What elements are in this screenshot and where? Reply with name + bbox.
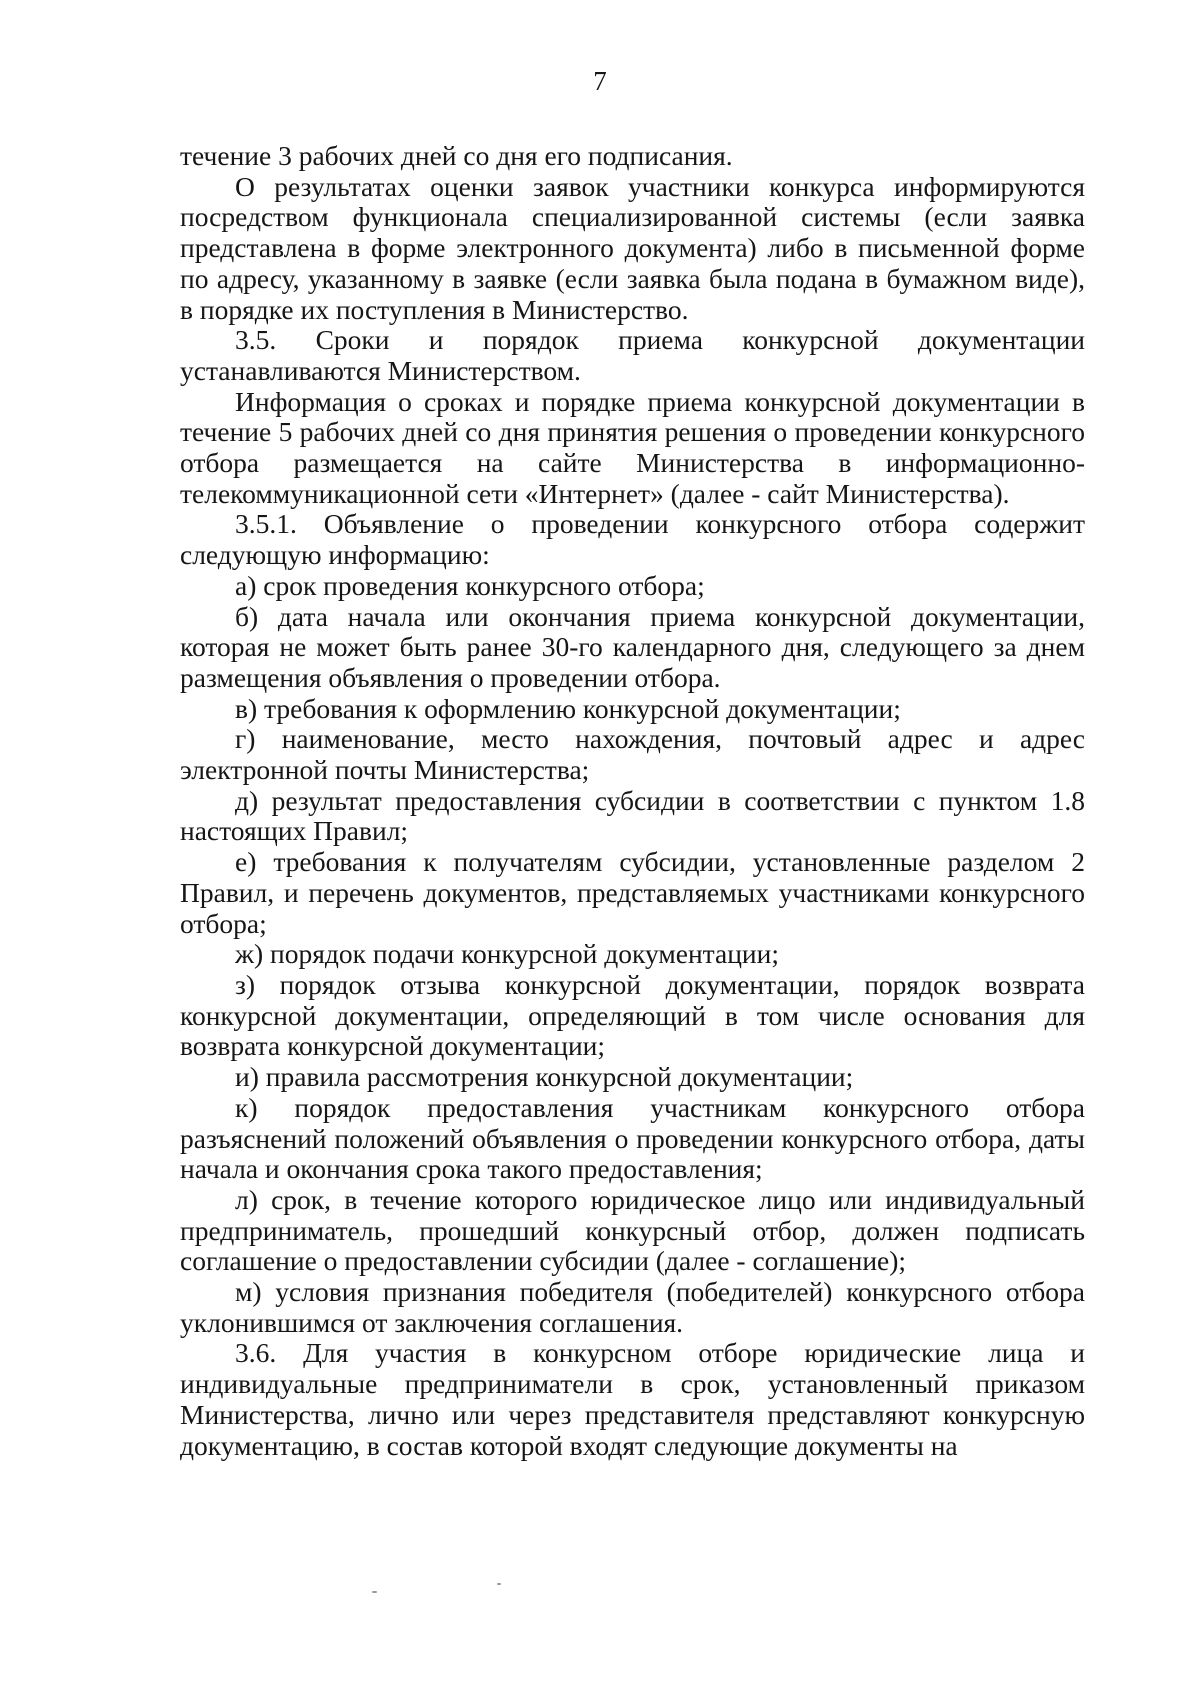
- document-body: [180, 141, 1085, 1461]
- paragraph: О результатах оценки заявок участники конкурса информируются посредством функционала специализированной системы (если заявка представлена в форме электронного документа) либо в письменной форме по адресу, указанному в заявке (если заявка была подана в бумажном виде), в порядке их поступления в Министерство.: [180, 170, 1085, 325]
- list-item: в) требования к оформлению конкурсной документации;: [235, 692, 901, 724]
- list-item: м) условия признания победителя (победителей) конкурсного отбора уклонившимся от заключения соглашения.: [180, 1276, 1085, 1338]
- paragraph: 3.6. Для участия в конкурсном отборе юридические лица и индивидуальные предприниматели в срок, установленный приказом Министерства, лично или через представителя представляют конкурсную документацию, в состав которой входят следующие документы на: [180, 1337, 1085, 1461]
- paragraph: 3.5. Сроки и порядок приема конкурсной документации устанавливаются Министерством.: [180, 324, 1085, 386]
- list-item: а) срок проведения конкурсного отбора;: [235, 569, 705, 601]
- list-item: з) порядок отзыва конкурсной документации, порядок возврата конкурсной документации, определяющий в том числе основания для возврата конкурсной документации;: [180, 968, 1085, 1062]
- scan-speck: [497, 1583, 501, 1585]
- paragraph: 3.5.1. Объявление о проведении конкурсного отбора содержит следующую информацию:: [180, 508, 1085, 571]
- paragraph: течение 3 рабочих дней со дня его подписания.: [180, 140, 733, 171]
- list-item: е) требования к получателям субсидии, установленные разделом 2 Правил, и перечень документов, представляемых участниками конкурсного отбора;: [180, 846, 1085, 939]
- list-item: б) дата начала или окончания приема конкурсной документации, которая не может быть ранее 30-го календарного дня, следующего за днем размещения объявления о проведении отбора.: [180, 600, 1085, 693]
- list-item: ж) порядок подачи конкурсной документации;: [235, 938, 780, 970]
- list-item: г) наименование, место нахождения, почтовый адрес и адрес электронной почты Министерства;: [180, 723, 1085, 786]
- scan-speck: [372, 1591, 377, 1593]
- paragraph: Информация о сроках и порядке приема конкурсной документации в течение 5 рабочих дней со дня принятия решения о проведении конкурсного отбора размещается на сайте Министерства в информационно-телекоммуникационной сети «Интернет» (далее - сайт Министерства).: [180, 385, 1085, 509]
- page-number: 7: [593, 66, 607, 96]
- list-item: д) результат предоставления субсидии в соответствии с пунктом 1.8 настоящих Правил;: [180, 784, 1085, 847]
- list-item: к) порядок предоставления участникам конкурсного отбора разъяснений положений объявления о проведении конкурсного отбора, даты начала и окончания срока такого предоставления;: [180, 1091, 1085, 1185]
- list-item: и) правила рассмотрения конкурсной документации;: [235, 1061, 854, 1093]
- list-item: л) срок, в течение которого юридическое лицо или индивидуальный предприниматель, прошедший конкурсный отбор, должен подписать соглашение о предоставлении субсидии (далее - соглашение);: [180, 1183, 1085, 1277]
